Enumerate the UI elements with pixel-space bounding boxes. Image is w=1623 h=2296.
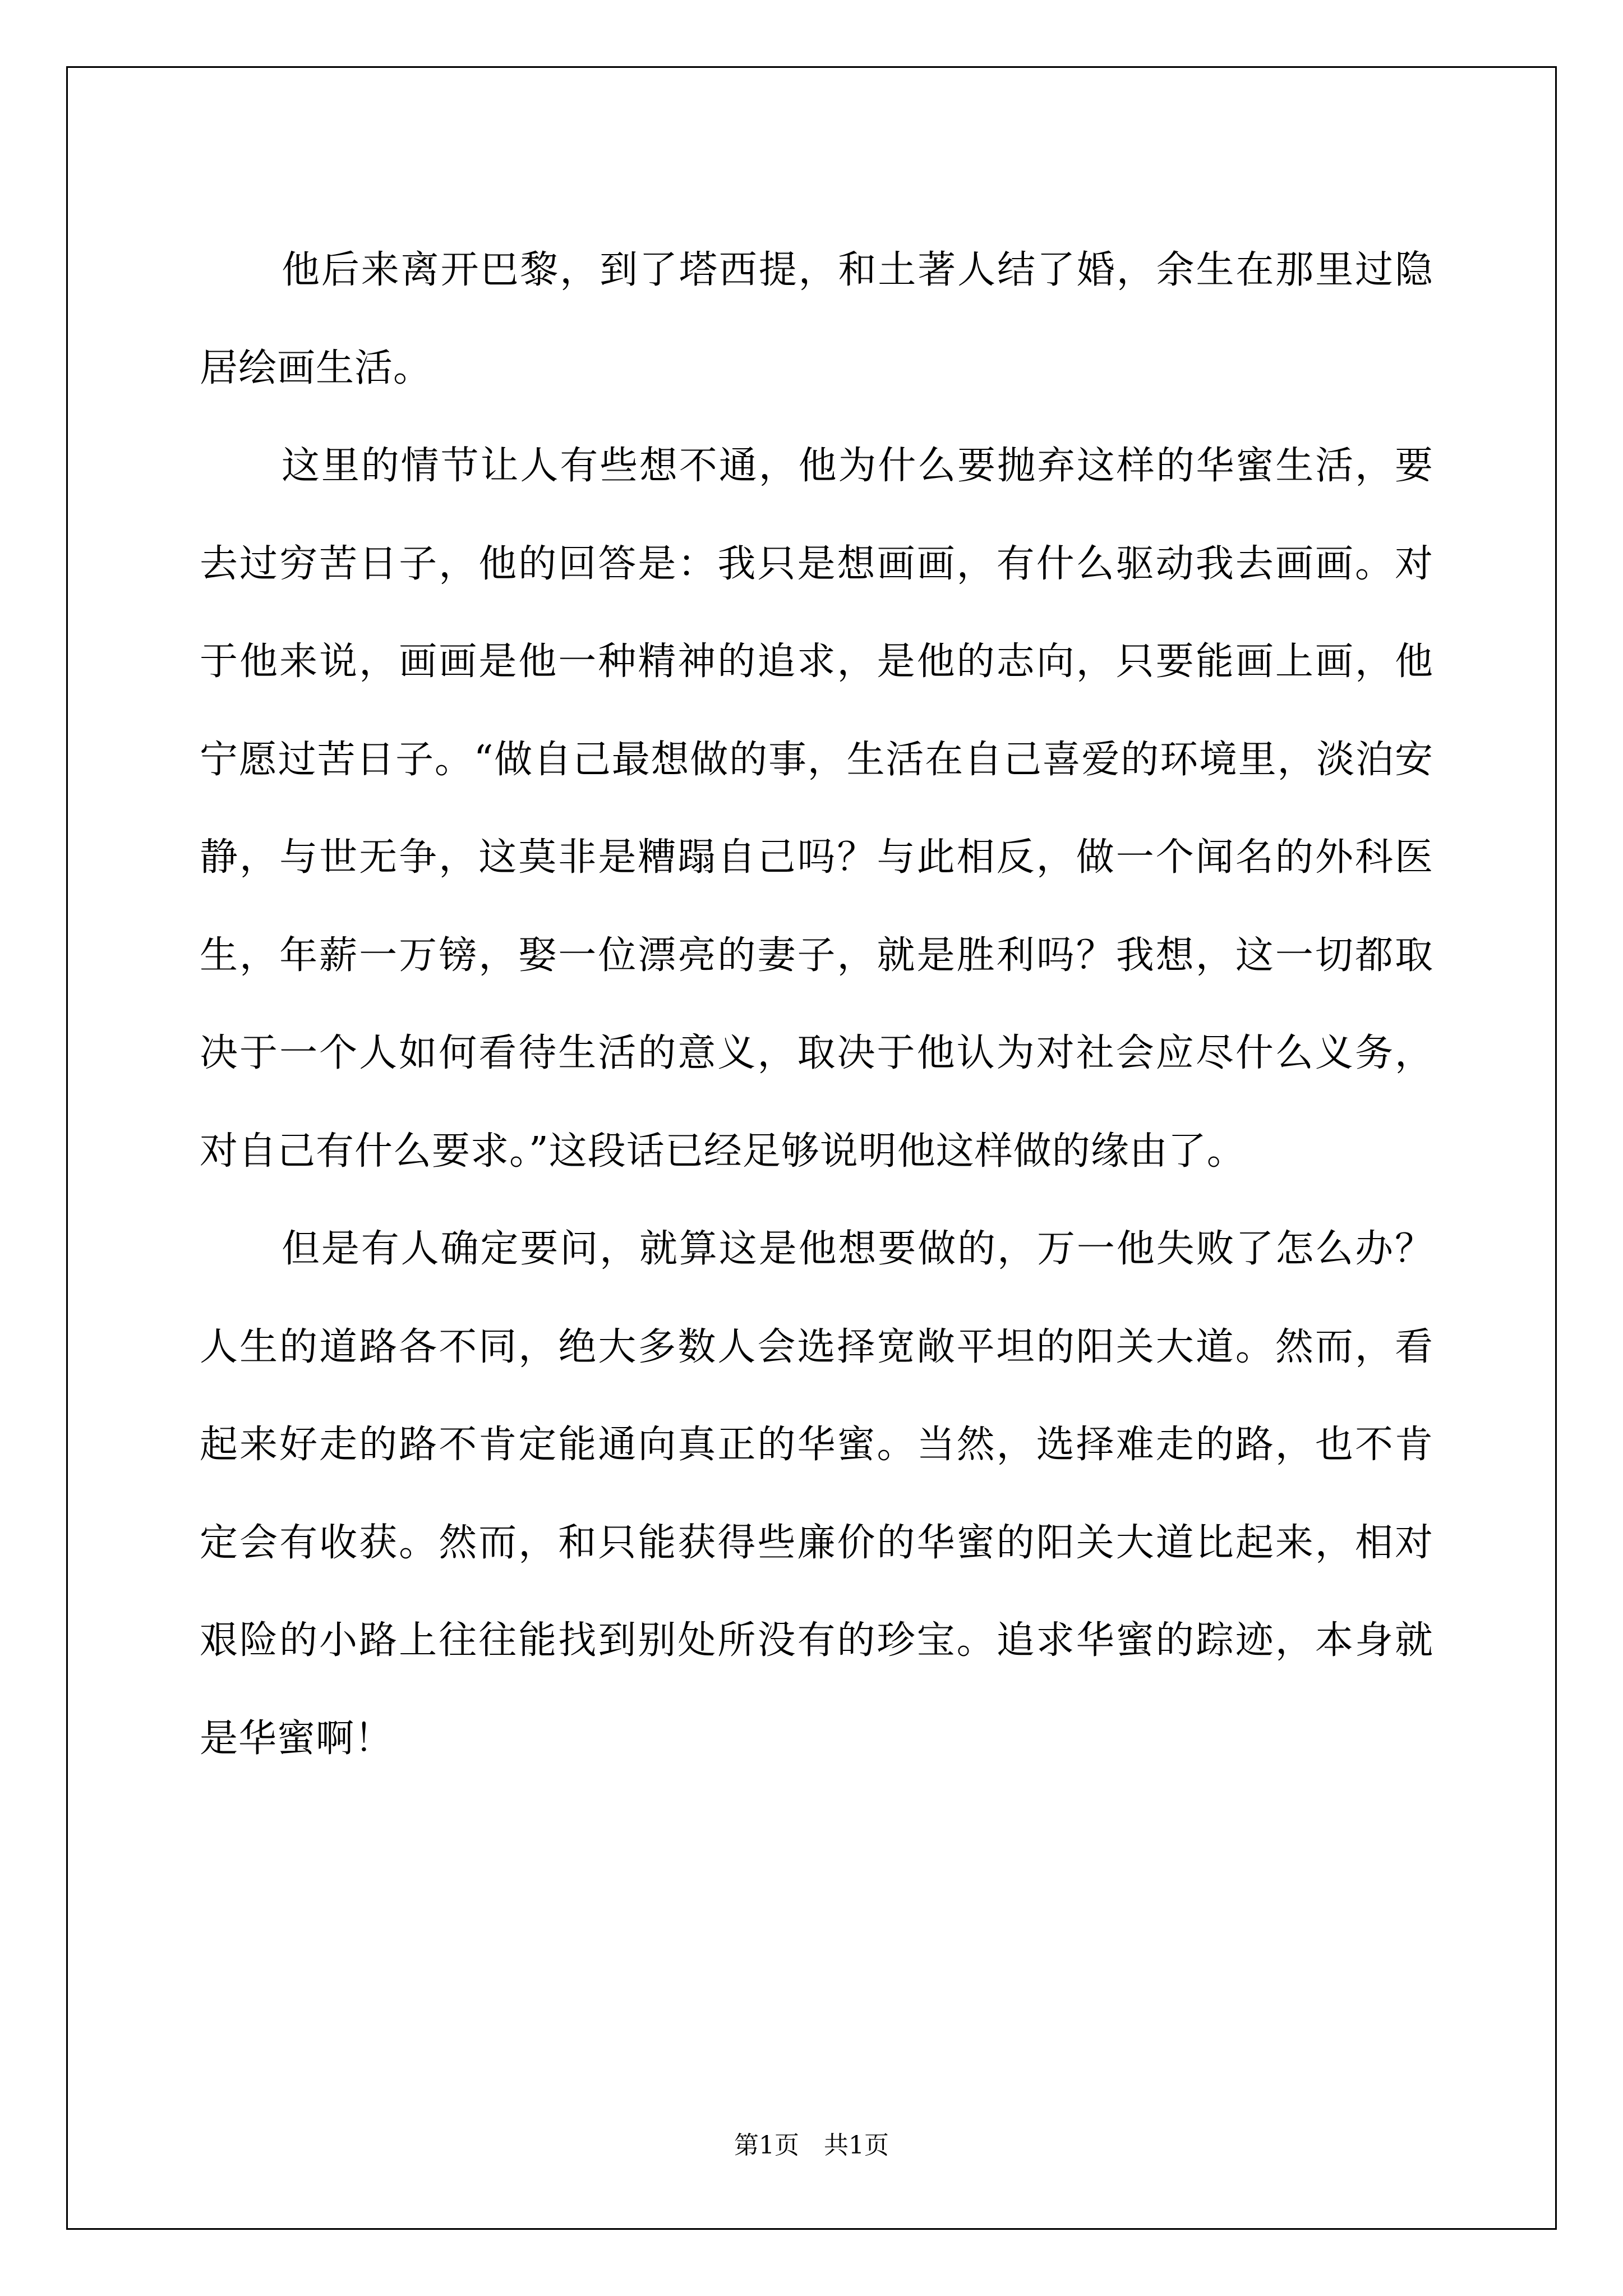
page-footer	[0, 2129, 1623, 2162]
document-body	[200, 222, 1433, 1788]
paragraph-3: 但是有人确定要问，就算这是他想要做的，万一他失败了怎么办？人生的道路各不同，绝大多数人会选择宽敞平坦的阳关大道。然而，看起来好走的路不肯定能通向真正的华蜜。当然，选择难走的路，也不肯定会有收获。然而，和只能获得些廉价的华蜜的阳关大道比起来，相对艰险的小路上往往能找到别处所没有的珍宝。追求华蜜的踪迹，本身就是华蜜啊！	[200, 1227, 1433, 1761]
paragraph-2: 这里的情节让人有些想不通，他为什么要抛弃这样的华蜜生活，要去过穷苦日子，他的回答是：我只是想画画，有什么驱动我去画画。对于他来说，画画是他一种精神的追求，是他的志向，只要能画上画，他宁愿过苦日子。“做自己最想做的事，生活在自己喜爱的环境里，淡泊安静，与世无争，这莫非是糟蹋自己吗？与此相反，做一个闻名的外科医生，年薪一万镑，娶一位漂亮的妻子，就是胜利吗？我想，这一切都取决于一个人如何看待生活的意义，取决于他认为对社会应尽什么义务，对自己有什么要求。”这段话已经足够说明他这样做的缘由了。	[200, 444, 1433, 1174]
total-pages: 共1页	[824, 2131, 889, 2160]
page-number: 第1页	[734, 2131, 799, 2160]
paragraph-1: 他后来离开巴黎，到了塔西提，和土著人结了婚，余生在那里过隐居绘画生活。	[200, 248, 1433, 390]
